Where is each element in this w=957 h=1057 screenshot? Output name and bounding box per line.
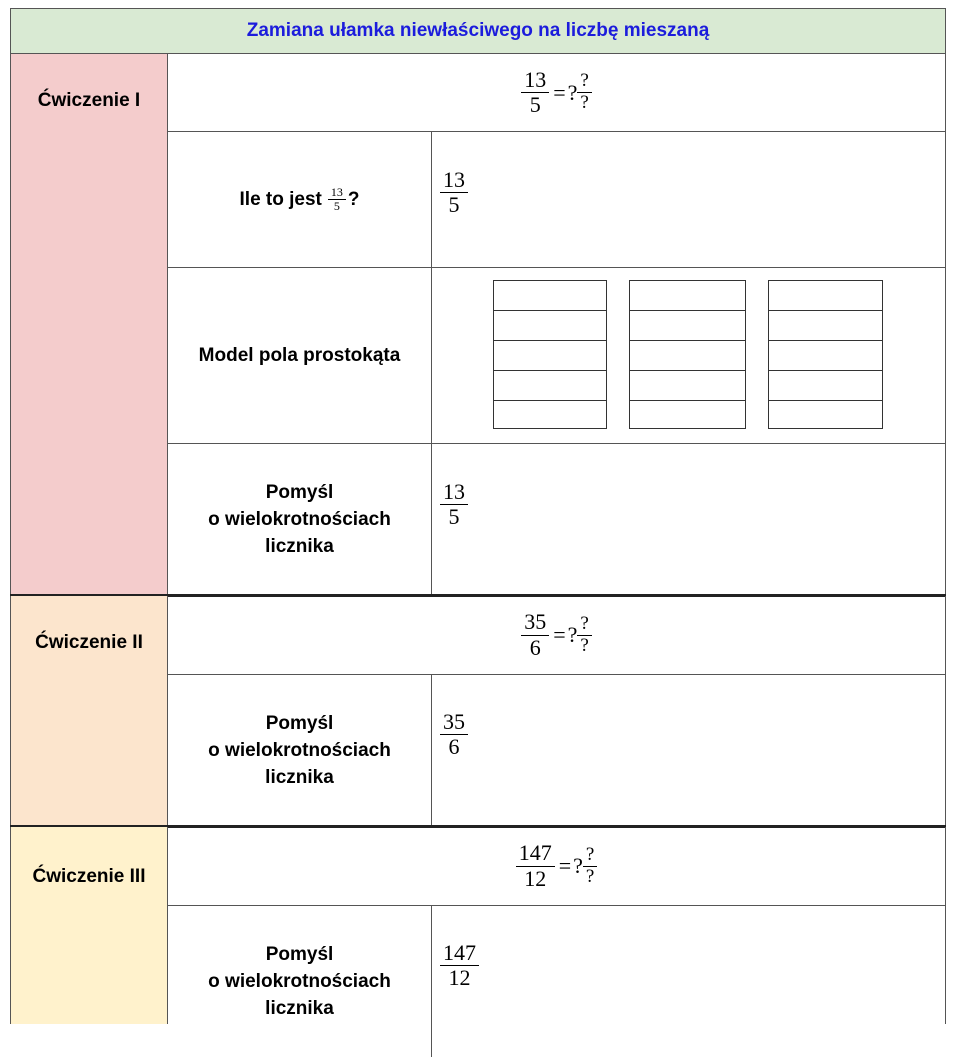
- ex1-hint-label-cell: [168, 444, 432, 595]
- ex1-hint-answer-fraction: 13 5: [440, 480, 468, 529]
- rectangle-strip[interactable]: [630, 401, 745, 431]
- hint-line-2: o wielokrotnościach: [208, 509, 391, 530]
- exercise-2-title: Ćwiczenie II: [35, 632, 143, 653]
- exercise-3-equation: [168, 827, 946, 906]
- hint-line-2: o wielokrotnościach: [208, 971, 391, 992]
- rectangle-strip[interactable]: [630, 341, 745, 371]
- ile-to-jest-answer-cell[interactable]: [432, 132, 946, 268]
- hint-line-1: Pomyśl: [265, 944, 334, 965]
- whole-placeholder: ?: [573, 853, 583, 878]
- mixed-fraction-placeholder: $\frac{?}{?}$: [583, 845, 597, 888]
- ex3-hint-answer-fraction: 147 12: [440, 941, 479, 990]
- exercise-1-title: Ćwiczenie I: [37, 90, 141, 111]
- ex2-hint-label-cell: [168, 675, 432, 826]
- ex1-hint-answer-cell[interactable]: [432, 444, 946, 595]
- mixed-fraction-placeholder: $\frac{?}{?}$: [577, 71, 591, 114]
- exercise-2-fraction: $\frac{35}{6}$: [521, 610, 549, 659]
- rectangle-model-2[interactable]: [629, 280, 746, 429]
- exercise-3-label-cell: [10, 827, 168, 1024]
- rectangle-strip[interactable]: [630, 371, 745, 401]
- header-bar: [10, 8, 946, 54]
- equals-sign: =: [558, 853, 572, 878]
- rectangle-strip[interactable]: [769, 371, 882, 401]
- exercise-2-equation: [168, 596, 946, 675]
- equals-sign: =: [553, 79, 566, 105]
- model-label: Model pola prostokąta: [198, 345, 401, 366]
- hint-line-3: licznika: [265, 998, 334, 1019]
- equals-sign: =: [553, 622, 566, 647]
- ile-to-jest-answer-fraction: 13 5: [440, 168, 468, 217]
- whole-placeholder: ?: [567, 622, 578, 647]
- rectangle-strip[interactable]: [769, 341, 882, 371]
- rectangle-strip[interactable]: [494, 401, 606, 431]
- rectangle-strip[interactable]: [494, 311, 606, 341]
- rectangle-strip[interactable]: [494, 281, 606, 311]
- ex3-hint-answer-cell[interactable]: [432, 906, 946, 1024]
- ex2-hint-answer-fraction: 35 6: [440, 710, 468, 759]
- ile-to-jest-question-mark: ?: [347, 189, 360, 210]
- rectangle-strip[interactable]: [769, 401, 882, 431]
- rectangle-strip[interactable]: [769, 311, 882, 341]
- rectangle-strip[interactable]: [769, 281, 882, 311]
- ex3-hint-label-cell: [168, 906, 432, 1057]
- hint-line-3: licznika: [265, 767, 334, 788]
- exercise-1-equation: [168, 54, 946, 132]
- whole-placeholder: ?: [567, 79, 578, 105]
- mixed-fraction-placeholder: $\frac{?}{?}$: [577, 614, 591, 657]
- rectangle-strip[interactable]: [494, 371, 606, 401]
- hint-line-3: licznika: [265, 536, 334, 557]
- hint-line-1: Pomyśl: [265, 482, 334, 503]
- rectangle-model-3[interactable]: [768, 280, 883, 429]
- ile-to-jest-fraction: $\frac{13}{5}$: [328, 186, 346, 213]
- rectangle-model-1[interactable]: [493, 280, 607, 429]
- rectangle-strip[interactable]: [494, 341, 606, 371]
- ile-to-jest-label: Ile to jest: [239, 189, 322, 210]
- model-area-cell[interactable]: [432, 268, 946, 444]
- hint-line-2: o wielokrotnościach: [208, 740, 391, 761]
- exercise-2-label-cell: [10, 596, 168, 826]
- rectangle-strip[interactable]: [630, 281, 745, 311]
- exercise-1-fraction: $\frac{13}{5}$: [521, 68, 549, 117]
- hint-line-1: Pomyśl: [265, 713, 334, 734]
- exercise-3-title: Ćwiczenie III: [32, 866, 146, 887]
- model-label-cell: [168, 268, 432, 444]
- exercise-1-label-cell: [10, 54, 168, 595]
- ex2-hint-answer-cell[interactable]: [432, 675, 946, 826]
- page-title: Zamiana ułamka niewłaściwego na liczbę mieszaną: [246, 20, 710, 41]
- rectangle-strip[interactable]: [630, 311, 745, 341]
- exercise-3-fraction: $\frac{147}{12}$: [516, 841, 555, 890]
- ile-to-jest-label-cell: [168, 132, 432, 268]
